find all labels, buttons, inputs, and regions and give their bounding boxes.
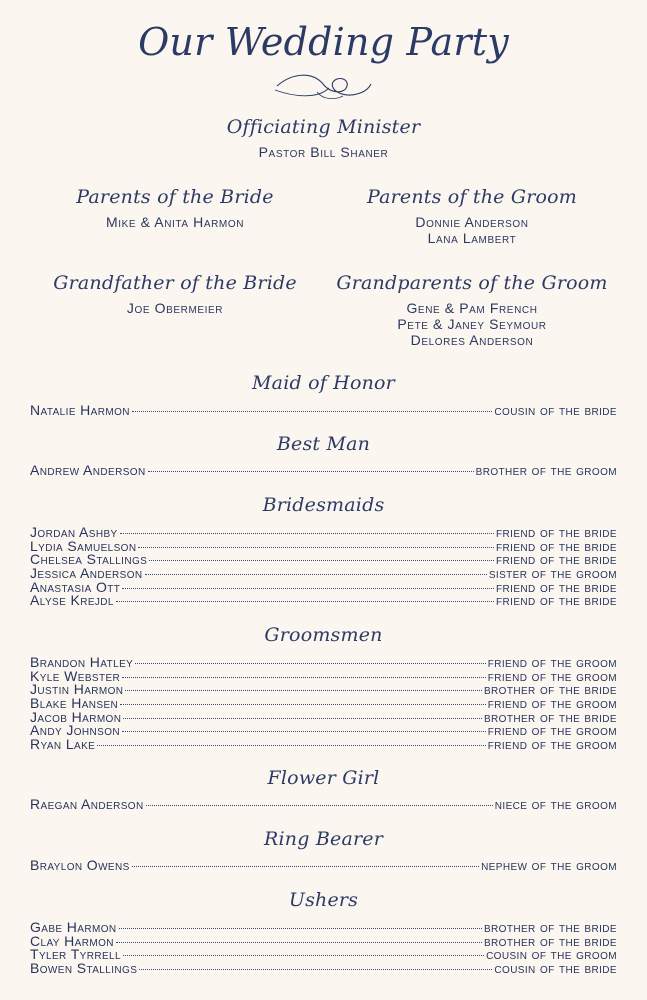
member-name: Andrew Anderson (30, 464, 146, 478)
list-item (30, 594, 617, 608)
member-name: Lydia Samuelson (30, 539, 137, 554)
member-name: Braylon Owens (30, 859, 130, 873)
member-role: brother of the bride (483, 710, 617, 725)
grandparents-groom-heading: Grandparents of the Groom (336, 272, 608, 294)
dot-leader (123, 955, 484, 956)
ushers-list (30, 921, 617, 976)
member-role: cousin of the groom (486, 948, 617, 963)
member-name: Bowen Stallings (30, 962, 138, 976)
member-role: friend of the bride (496, 539, 617, 554)
page-title: Our Wedding Party (138, 20, 509, 64)
member-role: friend of the groom (487, 724, 617, 739)
ushers-heading: Ushers (288, 889, 359, 911)
dot-leader (119, 928, 482, 929)
list-item (30, 404, 617, 418)
dot-leader (138, 547, 494, 548)
dot-leader (120, 533, 494, 534)
member-name: Blake Hansen (30, 697, 119, 711)
member-role: friend of the bride (496, 580, 617, 595)
dot-leader (122, 677, 486, 678)
member-name: Alyse Krejdl (30, 594, 114, 609)
list-item (30, 683, 617, 697)
member-name: Andy Johnson (30, 724, 121, 739)
bridesmaids-list (30, 526, 617, 608)
list-item (30, 948, 617, 962)
list-item (30, 553, 617, 567)
member-name: Anastasia Ott (30, 580, 121, 595)
list-item (30, 859, 617, 873)
flourish-ornament-icon (273, 68, 373, 102)
member-role: sister of the groom (488, 567, 617, 581)
member-name: Clay Harmon (30, 934, 114, 949)
member-name: Chelsea Stallings (30, 553, 148, 568)
flower-girl-heading: Flower Girl (267, 767, 380, 789)
list-item (30, 656, 617, 670)
dot-leader (149, 560, 494, 561)
officiant-block (0, 116, 647, 160)
dot-leader (146, 805, 493, 806)
dot-leader (125, 690, 482, 691)
member-role: brother of the bride (483, 934, 617, 949)
flower-girl-list (30, 798, 617, 812)
list-item (30, 567, 617, 581)
dot-leader (123, 718, 482, 719)
member-role: niece of the groom (494, 798, 617, 812)
list-item (30, 738, 617, 752)
member-name: Justin Harmon (30, 683, 124, 698)
dot-leader (122, 731, 486, 732)
dot-leader (116, 942, 482, 943)
list-item (30, 935, 617, 949)
list-item (30, 798, 617, 812)
member-role: friend of the groom (487, 669, 617, 684)
parents-groom-block (327, 186, 617, 246)
member-role: brother of the groom (475, 464, 617, 478)
list-item (30, 724, 617, 738)
grandparents-groom-name: Gene & Pam French (406, 300, 538, 316)
member-name: Ryan Lake (30, 738, 96, 752)
member-name: Brandon Hatley (30, 656, 134, 670)
list-item (30, 526, 617, 540)
member-name: Gabe Harmon (30, 921, 117, 935)
member-name: Kyle Webster (30, 669, 121, 684)
officiant-name: Pastor Bill Shaner (258, 144, 389, 160)
dot-leader (139, 969, 492, 970)
member-name: Jacob Harmon (30, 710, 122, 725)
parents-groom-name: Donnie Anderson (415, 214, 529, 230)
grandfather-bride-heading: Grandfather of the Bride (53, 272, 297, 294)
list-item (30, 697, 617, 711)
member-role: brother of the bride (483, 683, 617, 698)
member-name: Natalie Harmon (30, 404, 130, 418)
member-role: friend of the bride (496, 553, 617, 568)
dot-leader (148, 471, 474, 472)
member-role: nephew of the groom (481, 859, 617, 873)
grandfather-bride-name: Joe Obermeier (126, 300, 224, 316)
bridesmaids-heading: Bridesmaids (262, 494, 385, 516)
member-role: friend of the bride (496, 526, 617, 540)
list-item (30, 962, 617, 976)
list-item (30, 581, 617, 595)
best-man-list (30, 464, 617, 478)
dot-leader (145, 574, 487, 575)
member-name: Jordan Ashby (30, 526, 118, 540)
member-role: cousin of the bride (494, 404, 617, 418)
dot-leader (122, 588, 494, 589)
member-name: Raegan Anderson (30, 798, 144, 812)
list-item (30, 540, 617, 554)
dot-leader (132, 866, 479, 867)
parents-groom-heading: Parents of the Groom (366, 186, 578, 208)
parents-groom-name: Lana Lambert (427, 230, 517, 246)
member-role: friend of the groom (487, 656, 617, 670)
member-name: Tyler Tyrrell (30, 948, 121, 963)
maid-of-honor-list (30, 404, 617, 418)
dot-leader (97, 745, 486, 746)
dot-leader (132, 411, 492, 412)
member-role: brother of the bride (483, 921, 617, 935)
groomsmen-list (30, 656, 617, 752)
list-item (30, 464, 617, 478)
grandparents-groom-name: Pete & Janey Seymour (397, 316, 547, 332)
member-role: cousin of the bride (494, 962, 617, 976)
ring-bearer-heading: Ring Bearer (264, 828, 383, 850)
member-name: Jessica Anderson (30, 567, 143, 581)
groomsmen-heading: Groomsmen (264, 624, 383, 646)
member-role: friend of the groom (487, 738, 617, 752)
list-item (30, 670, 617, 684)
ring-bearer-list (30, 859, 617, 873)
parents-bride-name: Mike & Anita Harmon (105, 214, 245, 230)
best-man-heading: Best Man (276, 433, 371, 455)
dot-leader (116, 601, 494, 602)
list-item (30, 711, 617, 725)
member-role: friend of the bride (496, 594, 617, 609)
grandparents-groom-name: Delores Anderson (410, 332, 534, 348)
parents-bride-heading: Parents of the Bride (76, 186, 274, 208)
grandparents-groom-block (327, 272, 617, 348)
maid-of-honor-heading: Maid of Honor (252, 372, 395, 394)
parents-bride-block (30, 186, 320, 230)
grandfather-bride-block (30, 272, 320, 316)
officiant-heading: Officiating Minister (226, 116, 421, 138)
member-role: friend of the groom (487, 697, 617, 711)
dot-leader (120, 704, 486, 705)
list-item (30, 921, 617, 935)
dot-leader (135, 663, 486, 664)
